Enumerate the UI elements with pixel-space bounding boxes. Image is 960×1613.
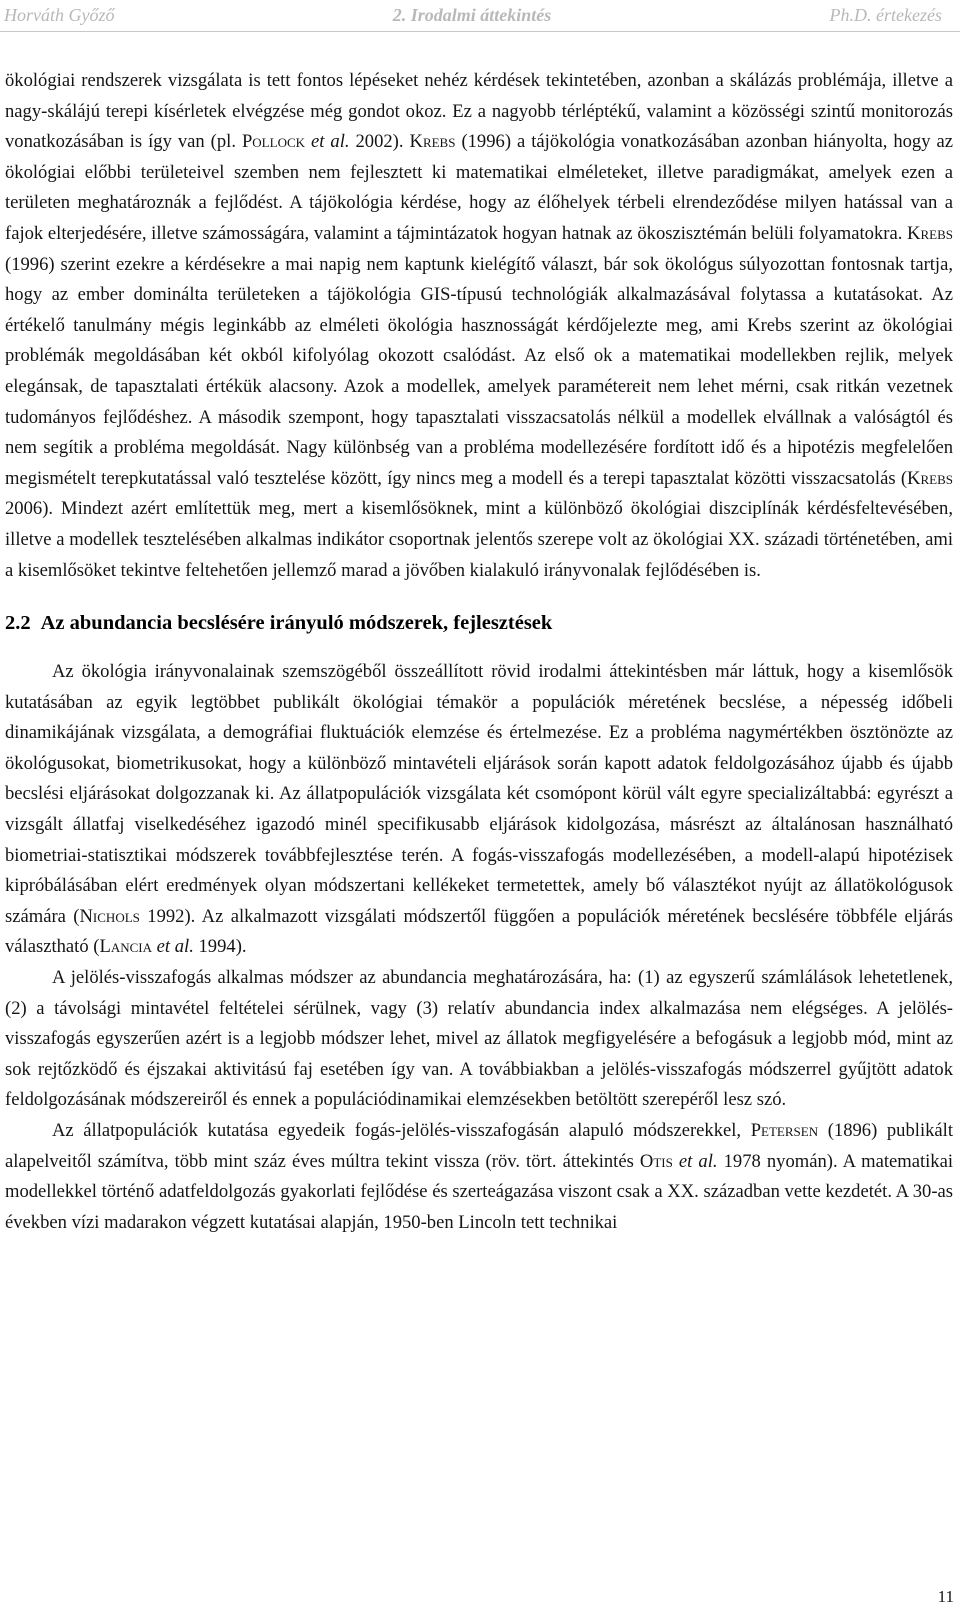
citation-author: Lancia	[99, 936, 153, 958]
section-heading	[5, 609, 953, 637]
text-run: 1978 nyomán). A matematikai modellekkel történő adatfeldolgozás gyakorlati fejlődése és szerteágazása viszont csak a XX. században vette kezdetét. A 30-as években vízi madarakon végzett kutatásai alapján, 1950-ben Lincoln tett technikai	[5, 1150, 953, 1233]
citation-et-al: et al.	[156, 936, 194, 958]
section-title: Az abundancia becslésére irányuló módszerek, fejlesztések	[40, 612, 553, 635]
header-author: Horváth Győző	[4, 4, 115, 25]
paragraph-4	[5, 1116, 953, 1238]
citation-author: Krebs	[409, 131, 456, 153]
text-run: Az ökológia irányvonalainak szemszögéből összeállított rövid irodalmi áttekintésben már láttuk, hogy a kisemlősök kutatásában az egyik legtöbbet publikált ökológiai témakör a populációk méretének becslése, a népesség időbeli dinamikájának vizsgálata, a demográfiai fluktuációk elemzése és értelmezése. Ez a probléma nagymértékben ösztönözte az ökológusokat, biometrikusokat, hogy a különböző mintavételi eljárások során kapott adatok feldolgozásához újabb és újabb becslési eljárásokat dolgozzanak ki. Az állatpopulációk vizsgálata két csomópont körül vált egyre specializáltabbá: egyrészt a vizsgált állatfaj viselkedéséhez igazodó minél specifikusabb eljárások kidolgozása, másrészt az általánosan használható biometriai-statisztikai módszerek továbbfejlesztése terén. A fogás-visszafogás modellezésében, a modell-alapú hipotézisek kipróbálásában elért eredmények olyan módszertani kellékeket termetettek, amely bő választékot nyújt az állatökológusok számára (	[5, 661, 953, 927]
header-chapter-title: 2. Irodalmi áttekintés	[392, 4, 552, 25]
text-run: (1996) szerint ezekre a kérdésekre a mai napig nem kaptunk kielégítő választ, bár sok ökológus súlyozottan fontosnak tartja, hogy az ember dominálta területeken a tájökológia GIS-típusú technológiák alkalmazásával folytassa a kutatásokat. Az értékelő tanulmány mégis leginkább az elméleti ökológia hasznosságát kérdőjelezte meg, ami Krebs szerint az ökológiai problémák megoldásában két okból kifolyólag okozott csalódást. Az első ok a matematikai modellekben rejlik, melyek elegánsak, de tapasztalati értékük alacsony. Azok a modellek, amelyek paramétereit nem lehet mérni, csak ritkán vezetnek tudományos fejlődéshez. A második szempont, hogy tapasztalati visszacsatolás nélkül a modellek elvállnak a valóságtól és nem segítik a probléma megoldását. Nagy különbség van a probléma modellezésére fordított idő és a hipotézis megfelelően megismételt terepkutatással való tesztelése között, így nincs meg a modell és a terepi tapasztalat közötti visszacsatolás (	[5, 253, 953, 489]
body-text	[5, 66, 953, 1238]
text-run: 2006). Mindezt azért említettük meg, mert a kisemlősöknek, mint a különböző ökológiai diszciplínák kérdésfeltevésében, illetve a modellek tesztelésében alkalmas indikátor csoportnak jelentős szerepe volt az ökológiai XX. századi történetében, ami a kisemlősöket tekintve feltehetően jellemző marad a jövőben kialakuló irányvonalak fejlődésében is.	[5, 498, 953, 581]
text-run: 1994).	[193, 936, 247, 958]
text-run: 2002).	[349, 131, 410, 153]
text-run: ökológiai rendszerek vizsgálata is tett fontos lépéseket nehéz kérdések tekintetében, azonban a skálázás problémája, illetve a nagy-skálájú terepi kísérletek elvégzése még gondot okoz. Ez a nagyobb térléptékű, valamint a közösségi szintű monitorozás vonatkozásában is így van (pl.	[5, 70, 953, 153]
running-header	[0, 0, 960, 30]
header-divider	[0, 31, 960, 32]
paragraph-1	[5, 66, 953, 586]
paragraph-3: A jelölés-visszafogás alkalmas módszer az abundancia meghatározására, ha: (1) az egyszerű számlálások lehetetlenek, (2) a távolsági mintavétel feltételei sérülnek, vagy (3) relatív abundancia index alkalmazása nem elégséges. A jelölés-visszafogás egyszerűen azért is a legjobb módszer lehet, mivel az állatok megfigyelésére a befogásuk a legjobb mód, mint az sok rejtőzködő és éjszakai aktivitású faj esetében így van. A továbbiakban a jelölés-visszafogás módszerrel gyűjtött adatok feldolgozásának módszereiről és ennek a populációdinamikai elemzésekben betöltött szerepéről lesz szó.	[5, 967, 953, 1111]
text-run: (1896) publikált alapelveitől számítva, több mint száz éves múltra tekint vissza (röv. tört. áttekintés	[5, 1120, 953, 1172]
page-number: 11	[937, 1587, 954, 1606]
text-run: 1992). Az alkalmazott vizsgálati módszertől függően a populációk méretének becslésére többféle eljárás választható (	[5, 905, 953, 958]
section-number: 2.2	[5, 612, 31, 635]
paragraph-2	[5, 657, 953, 963]
citation-author: Otis	[639, 1150, 673, 1172]
citation-et-al: et al.	[678, 1150, 718, 1172]
header-document-type: Ph.D. értekezés	[829, 4, 942, 25]
citation-et-al: et al.	[311, 131, 350, 153]
text-run: (1996) a tájökológia vonatkozásában azonban hiányolta, hogy az ökológiai előbbi területeivel szemben nem fejlesztett ki matematikai elméleteket, illetve paradigmákat, amelyek ezen a területen meghatároznák a fejlődést. A tájökológia kérdése, hogy az élőhelyek térbeli elrendeződése milyen hatással van a fajok elterjedésére, illetve számosságára, valamint a tájmintázatok hogyan hatnak az ökoszisztémán belüli folyamatokra.	[5, 131, 953, 244]
text-run: Az állatpopulációk kutatása egyedeik fogás-jelölés-visszafogásán alapuló módszerekkel,	[52, 1120, 751, 1141]
citation-author: Petersen	[750, 1120, 819, 1141]
citation-author: Krebs	[907, 222, 953, 244]
citation-author: Pollock	[241, 131, 306, 153]
citation-author: Krebs	[907, 467, 953, 489]
citation-author: Nichols	[79, 905, 140, 927]
